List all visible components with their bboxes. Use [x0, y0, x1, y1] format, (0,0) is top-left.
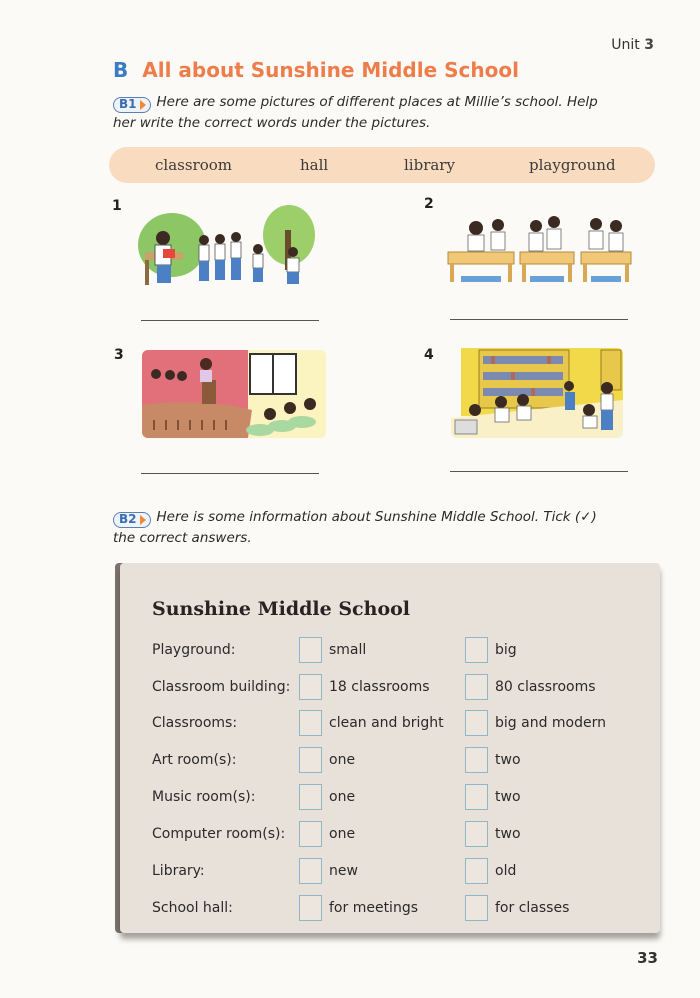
checkbox-option-b[interactable] [465, 674, 488, 700]
option-a-label: small [329, 642, 367, 658]
badge-label: B2 [119, 512, 137, 526]
unit-label [611, 37, 654, 53]
picture-number: 3 [114, 347, 124, 363]
unit-text: Unit [611, 37, 640, 53]
answer-line[interactable] [450, 471, 628, 472]
badge-label: B1 [119, 97, 137, 111]
checkbox-option-a[interactable] [299, 710, 322, 736]
option-b-label: 80 classrooms [495, 679, 596, 695]
info-row [152, 784, 622, 810]
word-bank-item: hall [300, 156, 329, 174]
row-label: Computer room(s): [152, 826, 286, 842]
word-bank-item: library [404, 156, 455, 174]
section-title: All about Sunshine Middle School [142, 58, 519, 82]
checkbox-option-b[interactable] [465, 858, 488, 884]
hall-illustration-icon [142, 350, 326, 438]
checkbox-option-a[interactable] [299, 895, 322, 921]
picture-number: 2 [424, 196, 434, 212]
section-heading [113, 58, 519, 82]
picture-number: 4 [424, 347, 434, 363]
option-b-label: two [495, 752, 521, 768]
word-bank-item: classroom [155, 156, 232, 174]
option-b-label: big [495, 642, 517, 658]
checkbox-option-b[interactable] [465, 895, 488, 921]
checkbox-option-a[interactable] [299, 784, 322, 810]
info-row [152, 747, 622, 773]
checkbox-option-b[interactable] [465, 710, 488, 736]
checkbox-option-a[interactable] [299, 858, 322, 884]
play-arrow-icon [140, 515, 146, 525]
unit-number: 3 [644, 37, 654, 53]
option-a-label: 18 classrooms [329, 679, 430, 695]
answer-line[interactable] [141, 320, 319, 321]
word-bank [109, 147, 655, 183]
classroom-illustration-icon [446, 208, 632, 288]
checkbox-option-b[interactable] [465, 821, 488, 847]
checkbox-option-a[interactable] [299, 747, 322, 773]
library-illustration-icon [451, 348, 623, 438]
checkbox-option-a[interactable] [299, 674, 322, 700]
playground-illustration-icon [137, 200, 315, 290]
answer-line[interactable] [450, 319, 628, 320]
checkbox-option-a[interactable] [299, 637, 322, 663]
section-letter: B [113, 58, 129, 82]
option-b-label: two [495, 789, 521, 805]
page-number: 33 [637, 949, 658, 967]
checkbox-option-b[interactable] [465, 747, 488, 773]
option-b-label: for classes [495, 900, 570, 916]
checkbox-option-b[interactable] [465, 784, 488, 810]
option-a-label: one [329, 752, 356, 768]
row-label: Classroom building: [152, 679, 291, 695]
info-row [152, 637, 622, 663]
info-row [152, 895, 622, 921]
row-label: Playground: [152, 642, 236, 658]
option-b-label: two [495, 826, 521, 842]
info-row [152, 710, 622, 736]
task-badge-b1 [113, 97, 151, 113]
option-a-label: clean and bright [329, 715, 444, 731]
option-a-label: for meetings [329, 900, 418, 916]
info-card-title: Sunshine Middle School [152, 598, 411, 620]
row-label: Classrooms: [152, 715, 238, 731]
row-label: Music room(s): [152, 789, 256, 805]
play-arrow-icon [140, 100, 146, 110]
task-b1-instruction: Here are some pictures of different places at Millie’s school. Help her write the correct words under the pictures. [113, 94, 598, 131]
info-row [152, 674, 622, 700]
answer-line[interactable] [141, 473, 319, 474]
option-a-label: one [329, 789, 356, 805]
row-label: School hall: [152, 900, 233, 916]
option-a-label: one [329, 826, 356, 842]
task-b1 [113, 92, 613, 134]
info-row [152, 821, 622, 847]
option-b-label: old [495, 863, 517, 879]
word-bank-item: playground [529, 156, 616, 174]
row-label: Art room(s): [152, 752, 237, 768]
option-b-label: big and modern [495, 715, 606, 731]
task-b2-instruction: Here is some information about Sunshine Middle School. Tick (✓) the correct answers. [113, 509, 597, 546]
picture-number: 1 [112, 198, 122, 214]
info-row [152, 858, 622, 884]
checkbox-option-a[interactable] [299, 821, 322, 847]
option-a-label: new [329, 863, 358, 879]
task-badge-b2 [113, 512, 151, 528]
row-label: Library: [152, 863, 205, 879]
checkbox-option-b[interactable] [465, 637, 488, 663]
task-b2 [113, 507, 613, 549]
